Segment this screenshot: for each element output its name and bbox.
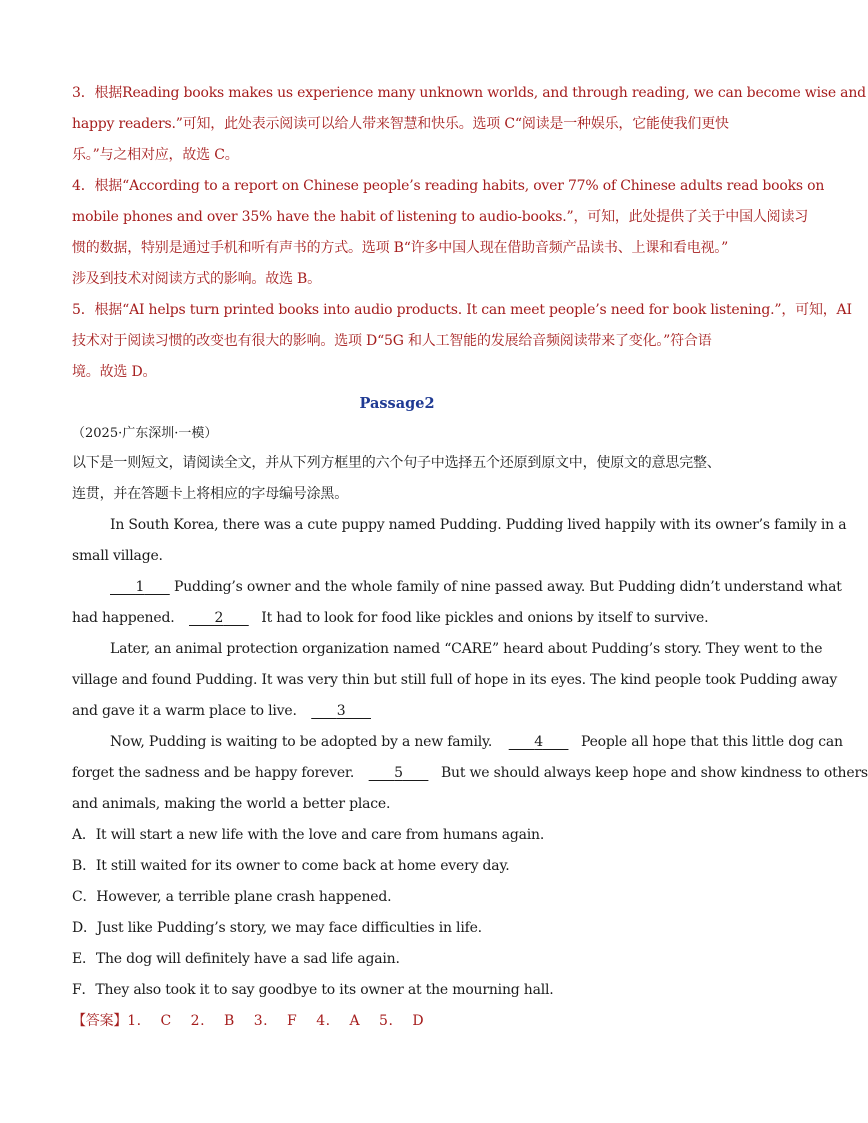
- paragraph-text: Now, Pudding is waiting to be adopted by a new family.: [110, 734, 493, 750]
- paragraph-line: [72, 727, 843, 758]
- passage-source: （2025·广东深圳·一模）: [72, 426, 218, 441]
- paragraph-line: [72, 603, 722, 634]
- option-e: E．The dog will definitely have a sad life again.: [72, 951, 400, 967]
- answer-values: 1. C 2. B 3. F 4. A 5. D: [127, 1013, 425, 1029]
- option-d: D．Just like Pudding’s story, we may face difficulties in life.: [72, 920, 482, 936]
- explanation-line: 5．根据“AI helps turn printed books into audio products. It can meet people’s need for book listening.”，可知，AI: [72, 302, 852, 318]
- blank-4[interactable]: 4: [534, 734, 543, 750]
- paragraph-4: [72, 727, 868, 820]
- explanations: [72, 78, 866, 388]
- paragraph-text: But we should always keep hope and show kindness to others: [440, 765, 868, 781]
- paragraph-text: People all hope that this little dog can: [580, 734, 843, 750]
- paragraph-line: small village.: [72, 548, 163, 564]
- explanation-line: happy readers.”可知，此处表示阅读可以给人带来智慧和快乐。选项 C“阅读是一种娱乐，它能使我们更快: [72, 116, 729, 132]
- paragraph-line: Later, an animal protection organization named “CARE” heard about Pudding’s story. They went to the: [110, 641, 823, 657]
- passage-title: Passage2: [359, 395, 435, 412]
- document-page: [72, 78, 868, 1037]
- answer-line: [72, 1006, 722, 1037]
- option-f: F．They also took it to say goodbye to its owner at the mourning hall.: [72, 982, 554, 998]
- paragraph-3: [72, 634, 838, 727]
- explanation-line: mobile phones and over 35% have the habit of listening to audio-books.”，可知，此处提供了关于中国人阅读习: [72, 209, 809, 225]
- paragraph-line: [72, 696, 722, 727]
- explanation-line: 3．根据Reading books makes us experience many unknown worlds, and through reading, we can become wise and: [72, 85, 866, 101]
- paragraph-line: In South Korea, there was a cute puppy named Pudding. Pudding lived happily with its owner’s family in a: [110, 517, 847, 533]
- option-c: C．However, a terrible plane crash happened.: [72, 889, 392, 905]
- paragraph-text: Pudding’s owner and the whole family of nine passed away. But Pudding didn’t understand what: [174, 579, 842, 595]
- paragraph-line: [72, 572, 842, 603]
- explanation-line: 惯的数据，特别是通过手机和听有声书的方式。选项 B“许多中国人现在借助音频产品读书、上课和看电视。”: [72, 240, 729, 256]
- paragraph-line: [72, 758, 868, 789]
- paragraph-text: It had to look for food like pickles and onions by itself to survive.: [261, 610, 709, 626]
- option-a: A．It will start a new life with the love and care from humans again.: [72, 827, 545, 843]
- explanation-line: 涉及到技术对阅读方式的影响。故选 B。: [72, 271, 321, 287]
- blank-2[interactable]: 2: [214, 610, 224, 626]
- paragraph-text: and gave it a warm place to live.: [72, 703, 297, 719]
- paragraph-text: forget the sadness and be happy forever.: [72, 765, 355, 781]
- options-list: [72, 820, 722, 1006]
- blank-1[interactable]: 1: [135, 579, 145, 595]
- instructions: [72, 448, 722, 510]
- paragraph-line: village and found Pudding. It was very thin but still full of hope in its eyes. The kind people took Pudding away: [72, 672, 838, 688]
- option-b: B．It still waited for its owner to come back at home every day.: [72, 858, 510, 874]
- paragraph-text: had happened.: [72, 610, 175, 626]
- explanation-line: 4．根据“According to a report on Chinese people’s reading habits, over 77% of Chinese adults read books on: [72, 178, 825, 194]
- explanation-line: 技术对于阅读习惯的改变也有很大的影响。选项 D“5G 和人工智能的发展给音频阅读带来了变化。”符合语: [72, 333, 712, 349]
- blank-3[interactable]: 3: [336, 703, 346, 719]
- paragraph-1: [72, 510, 847, 572]
- paragraph-line: and animals, making the world a better place.: [72, 796, 391, 812]
- instruction-line: 连贯，并在答题卡上将相应的字母编号涂黑。: [72, 486, 348, 502]
- blank-5[interactable]: 5: [394, 765, 403, 781]
- answer-label: 【答案】: [72, 1013, 128, 1029]
- paragraph-2: [72, 572, 842, 634]
- explanation-line: 境。故选 D。: [72, 364, 157, 380]
- instruction-line: 以下是一则短文，请阅读全文，并从下列方框里的六个句子中选择五个还原到原文中，使原文的意思完整、: [72, 455, 721, 471]
- explanation-line: 乐。”与之相对应，故选 C。: [72, 147, 239, 163]
